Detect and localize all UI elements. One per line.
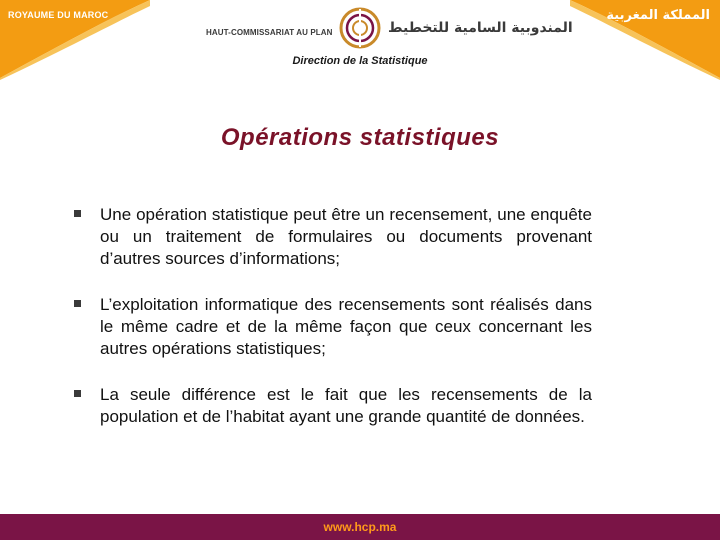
bullet-text: La seule différence est le fait que les recensements de la population et de l’habitat ayant une grande quantité de données. (100, 385, 592, 426)
slide-title: Opérations statistiques (220, 124, 500, 151)
website-link[interactable]: www.hcp.ma (323, 520, 397, 534)
country-name-fr: ROYAUME DU MAROC (8, 10, 109, 20)
square-bullet-icon (74, 390, 81, 397)
bullet-item (74, 294, 592, 360)
header-corner-right (570, 0, 720, 80)
country-name-ar: المملكة المغربية (606, 8, 710, 23)
hcp-logo-icon (338, 6, 382, 50)
org-name-fr: HAUT-COMMISSARIAT AU PLAN (206, 28, 333, 37)
bullet-list (74, 204, 592, 452)
footer-bar (0, 514, 720, 540)
header-corner-left (0, 0, 150, 80)
bullet-text: Une opération statistique peut être un recensement, une enquête ou un traitement de formulaires ou documents provenant d’autres sources d’informations; (100, 205, 592, 268)
org-name-ar: المندوبية السامية للتخطيط (388, 20, 573, 36)
bullet-item (74, 204, 592, 270)
bullet-text: L’exploitation informatique des recensements sont réalisés dans le même cadre et de la même façon que ceux concernant les autres opérations statistiques; (100, 295, 592, 358)
direction-subtitle: Direction de la Statistique (292, 55, 428, 67)
square-bullet-icon (74, 210, 81, 217)
square-bullet-icon (74, 300, 81, 307)
bullet-item (74, 384, 592, 428)
